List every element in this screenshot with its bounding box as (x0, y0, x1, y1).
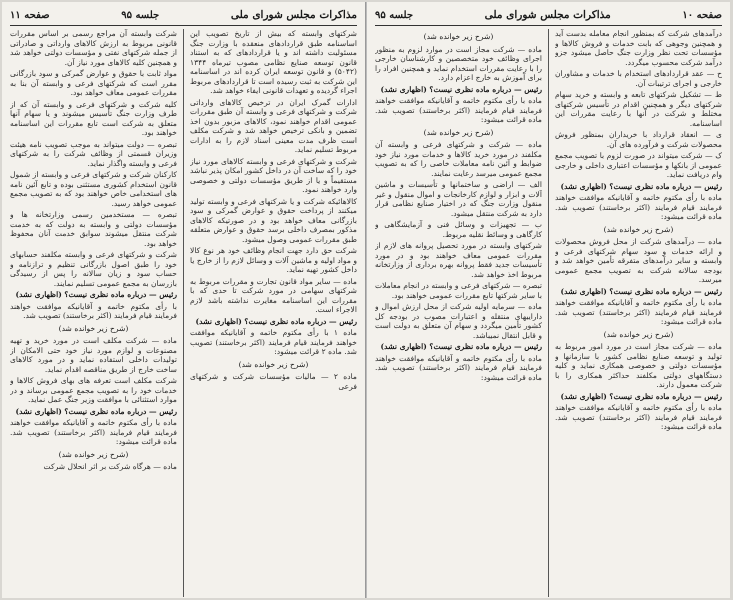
text-paragraph: ماده — شرکت مجاز است در موارد لزوم به منظور اجرای وظائف خود متخصصین و کارشناسان خارجی را با رعایت مقررات استخدام نماید و همچنین افراد را برای آموزش به خارج اعزام دارد. (374, 44, 542, 82)
text-paragraph: شرکتهای وابسته در مورد تحصیل پروانه های لازم از مقررات عمومی معاف خواهند بود و در مورد تأسیسات جدید فقط پروانه بهره برداری از وزارتخانه مربوط اخذ خواهد شد. (374, 241, 542, 279)
text-paragraph: ک — شرکت میتواند در صورت لزوم با تصویب مجمع عمومی از بانکها و مؤسسات اعتباری داخلی و خارجی وام دریافت نماید. (554, 151, 722, 179)
speaker-line: رئیس — درباره ماده نظری نیست؟ (اظهاری نشد) (560, 391, 722, 401)
text-paragraph: کالاهائیکه شرکت و یا شرکتهای فرعی و وابسته تولید میکنند از پرداخت حقوق و عوارض گمرکی و سود بازرگانی معاف خواهد بود و در صورتیکه کالاهای مذکور بمصرف داخلی برسد حقوق و عوارض متعلقه طبق مقررات عمومی وصول میشود. (189, 196, 357, 244)
text-paragraph: ماده — درآمدهای شرکت از محل فروش محصولات و ارائه خدمات و سود سهام شرکتهای فرعی و وابسته و سایر درآمدهای متفرقه تأمین خواهد شد و بودجه سالانه شرکت به تصویب مجمع عمومی میرسد. (554, 237, 722, 284)
reading-note: (شرح زیر خوانده شد) (423, 32, 494, 41)
speaker-line: رئیس — درباره ماده نظری نیست؟ (اظهاری نشد) (195, 316, 357, 326)
reading-note: (شرح زیر خوانده شد) (58, 449, 129, 459)
text-paragraph: ماده — هرگاه شرکت بر اثر انحلال شرکت (43, 462, 177, 471)
session-label: جلسه ۹۵ (375, 9, 414, 21)
page-title: مذاکرات مجلس شورای ملی (230, 9, 357, 21)
text-paragraph: شرکت حق دارد جهت انجام وظائف خود هر نوع کالا و مواد اولیه و ماشین آلات و وسائل لازم را از خارج یا داخل کشور تهیه نماید. (189, 246, 357, 274)
text-paragraph: ماده — شرکت و شرکتهای فرعی و وابسته آن مکلفند در مورد خرید کالاها و خدمات مورد نیاز خود ضوابط و آئین نامه معاملات خاصی را که به تصویب مجمع عمومی میرسد رعایت نمایند. (374, 140, 542, 178)
text-paragraph: الف — اراضی و ساختمانها و تأسیسات و ماشین آلات و ابزار و لوازم کارخانجات و اموال منقول و غیر منقول وزارت جنگ که در اختیار صنایع نظامی قرار دارد به شرکت منتقل میشود. (374, 180, 542, 218)
speaker-line: رئیس — درباره ماده نظری نیست؟ (اظهاری نشد) (560, 181, 722, 191)
text-paragraph: تبصره — مستخدمین رسمی وزارتخانه ها و مؤسسات دولتی و وابسته به دولت که به خدمت شرکت منتقل میشوند سوابق خدمت آنان محفوظ خواهد بود. (9, 210, 177, 248)
text-paragraph: ماده با رأی مکتوم خاتمه و آقایانیکه موافقت خواهند فرمایند قیام فرمایند (اکثر برخاستند) تصویب شد. ماده قرائت میشود: (554, 193, 722, 221)
page-number: صفحه ۱۱ (10, 9, 50, 21)
speaker-line: رئیس — درباره ماده نظری نیست؟ (اظهاری نشد) (560, 286, 722, 296)
text-paragraph: ماده — سایر مواد قانون تجارت و مقررات مربوط به شرکتهای سهامی در مورد شرکت تا حدی که با مقررات این اساسنامه مغایرت نداشته باشد لازم الاجراء است. (189, 276, 357, 314)
text-paragraph: درآمدهای شرکت که بمنظور انجام معامله بدست آید و همچنین وجوهی که بابت خدمات و فروش کالاها و مؤسسات تحت نظر وزارت جنگ حاصل میشود جزو درآمد شرکت محسوب میگردد. (554, 29, 722, 67)
text-paragraph: ماده — شرکت مکلف است در مورد خرید و تهیه مصنوعات و لوازم مورد نیاز خود حتی الامکان از تولیدات داخلی استفاده نماید و در مورد کالاهای ساخت خارج از طریق مناقصه اقدام نماید. (9, 336, 177, 374)
text-paragraph: شرکت و شرکتهای فرعی و وابسته کالاهای مورد نیاز خود را که ساخت آن در داخل کشور امکان پذیر نباشد مستقیماً و یا از طریق مؤسسات دولتی و خصوصی وارد خواهند نمود. (189, 156, 357, 194)
text-paragraph: ماده با رأی مکتوم خاتمه و آقایانیکه موافقت خواهند فرمایند قیام فرمایند (اکثر برخاستند) تصویب شد. ماده قرائت میشود: (554, 403, 722, 431)
page-10 (366, 2, 730, 598)
page-header (10, 8, 357, 26)
text-paragraph: شرکت مکلف است تعرفه های بهای فروش کالاها و خدمات خود را به تصویب مجمع عمومی برساند و در موارد استثنائی با موافقت وزیر جنگ عمل نماید. (9, 376, 177, 404)
text-paragraph: ب — تجهیزات و وسائل فنی و آزمایشگاهی و کارگاهی و وسائط نقلیه مربوط. (374, 220, 542, 239)
text-paragraph: کارکنان شرکت و شرکتهای فرعی و وابسته از شمول قانون استخدام کشوری مستثنی بوده و تابع آئین نامه های استخدامی خاص خواهند بود که به تصویب مجمع عمومی خواهد رسید. (9, 170, 177, 208)
text-paragraph: شرکت وابسته آن مراجع رسمی بر اساس مقررات قانونی مربوط به ارزش کالاهای وارداتی و صادراتی از جمله شرکتهای نفتی و مؤسسات دولتی خواهد شد و همچنین کلیه کالاهای مورد نیاز آن. (9, 29, 177, 67)
speaker-line: رئیس — درباره ماده نظری نیست؟ (اظهاری نشد) (380, 342, 542, 351)
text-paragraph: تبصره — شرکتهای فرعی و وابسته در انجام معاملات با سایر شرکتها تابع مقررات عمومی خواهند بود. (374, 281, 542, 300)
right-column (555, 29, 722, 597)
text-paragraph: ماده ۲ — مالیات مؤسسات شرکت و شرکتهای فرعی (189, 372, 357, 391)
text-paragraph: تبصره — دولت میتواند به موجب تصویب نامه هیئت وزیران قسمتی از وظائف شرکت را به شرکتهای فرعی و وابسته واگذار نماید. (9, 139, 177, 168)
column-rule (183, 29, 184, 597)
page-header (375, 8, 722, 26)
text-paragraph: شرکتهای وابسته که بیش از تاریخ تصویب این اساسنامه طبق قراردادهای منعقده با وزارت جنگ مسئولیت داشته اند و یا قراردادهای که به استناد قانون توسعه صنایع نظامی مصوب تیرماه ۱۳۴۴ (۵۰۴۲) و قانون توسعه ایران کرده اند در اساسنامه این شرکت به ثبت رسیده است تا قراردادهای مربوط اجراء گردیده و تعهدات قانونی ایفاء خواهد شد. (189, 29, 357, 95)
text-paragraph: ط — تشکیل شرکتهای تابعه و وابسته و خرید سهام شرکتهای دیگر و همچنین اقدام در تأسیس شرکتهای مختلط و شرکت در آنها با رعایت مقررات این اساسنامه. (554, 90, 722, 128)
left-column (10, 29, 177, 597)
reading-note: (شرح زیر خوانده شد) (423, 127, 494, 137)
reading-note: (شرح زیر خوانده شد) (603, 329, 674, 339)
text-paragraph: ی — انعقاد قرارداد با خریداران بمنظور فروش محصولات شرکت و فرآورده های آن. (554, 130, 722, 149)
text-paragraph: ماده — سرمایه اولیه شرکت از محل ارزش اموال و داراییهای منتقله و اعتبارات مصوب در بودجه کل کشور تأمین میگردد و سهام آن متعلق به دولت است و قابل انتقال نمیباشد. (374, 302, 542, 340)
left-column (375, 29, 542, 597)
text-paragraph: ماده — شرکت مجاز است در مورد امور مربوط به تولید و توسعه صنایع نظامی کشور با سازمانها و مؤسسات دولتی و خصوصی همکاری نماید و کلیه دستگاههای دولتی مکلفند حداکثر همکاری را با شرکت معمول دارند. (554, 342, 722, 389)
speaker-line: رئیس — درباره ماده نظری نیست؟ (اظهاری نشد) (380, 84, 542, 94)
session-label: جلسه ۹۵ (121, 9, 160, 21)
text-paragraph: ماده با رأی مکتوم خاتمه و آقایانیکه موافقت خواهند فرمایند قیام فرمایند (اکثر برخاستند) تصویب شد. ماده قرائت میشود: (9, 418, 177, 446)
speaker-line: رئیس — درباره ماده نظری نیست؟ (اظهاری نشد) (15, 290, 177, 299)
text-paragraph: کلیه شرکت و شرکتهای فرعی و وابسته آن که از طرف وزارت جنگ تأسیس میشوند و یا سهام آنها متعلق به شرکت است تابع مقررات این اساسنامه خواهند بود. (9, 99, 177, 137)
reading-note: (شرح زیر خوانده شد) (238, 359, 309, 369)
text-paragraph: ح — عقد قراردادهای استخدام با خدمات و مشاوران خارجی و اجرای ترتیبات آن. (554, 69, 722, 88)
text-paragraph: ماده با رأی مکتوم خاتمه و آقایانیکه موافقت خواهند فرمایند قیام فرمایند (اکثر برخاستند) تصویب شد. ماده قرائت میشود: (374, 353, 542, 382)
text-paragraph: شرکت و شرکتهای فرعی و وابسته مکلفند حسابهای خود را طبق اصول بازرگانی تنظیم و ترازنامه و حساب سود و زیان سالانه را پس از رسیدگی بازرسان به مجمع عمومی تسلیم نمایند. (9, 250, 177, 288)
text-paragraph: ماده با رأی مکتوم خاتمه و آقایانیکه موافقت خواهند فرمایند قیام فرمایند (اکثر برخاستند) تصویب شد. ماده قرائت میشود: (554, 298, 722, 326)
column-rule (548, 29, 549, 597)
text-paragraph: مواد ثابت با حقوق و عوارض گمرکی و سود بازرگانی مقرر است که شرکتهای فرعی و وابسته آن بنا به مقررات عمومی معاف خواهد بود. (9, 69, 177, 97)
text-paragraph: با رأی مکتوم خاتمه و آقایانیکه موافقت خواهند فرمایند قیام فرمایند (اکثر برخاستند) تصویب شد. (9, 301, 177, 320)
document-spread (2, 2, 731, 598)
reading-note: (شرح زیر خوانده شد) (58, 323, 129, 333)
text-paragraph: ادارات گمرک ایران در ترخیص کالاهای وارداتی شرکت و شرکتهای فرعی و وابسته آن طبق مقررات عمومی اقدام خواهند نمود، کالاهای مزبور بدون اخذ تضمین و بانکی ترخیص خواهد شد و شرکت مکلف است ظرف مدت معینی اسناد لازم را به ادارات مربوط تسلیم نماید. (189, 97, 357, 154)
text-paragraph: ماده ۱ با رأی مکتوم خاتمه و آقایانیکه موافقت خواهند فرمایند قیام فرمایند (اکثر برخاستند) تصویب شد. ماده ۲ قرائت میشود: (189, 328, 357, 356)
text-paragraph: ماده با رأی مکتوم خاتمه و آقایانیکه موافقت خواهند فرمایند قیام فرمایند (اکثر برخاستند) تصویب شد. ماده قرائت میشود: (374, 96, 542, 124)
page-number: صفحه ۱۰ (682, 9, 722, 21)
speaker-line: رئیس — درباره ماده نظری نیست؟ (اظهاری نشد) (15, 406, 177, 416)
reading-note: (شرح زیر خوانده شد) (603, 224, 674, 234)
page-11 (2, 2, 366, 598)
page-title: مذاکرات مجلس شورای ملی (484, 9, 611, 21)
right-column (190, 29, 357, 597)
